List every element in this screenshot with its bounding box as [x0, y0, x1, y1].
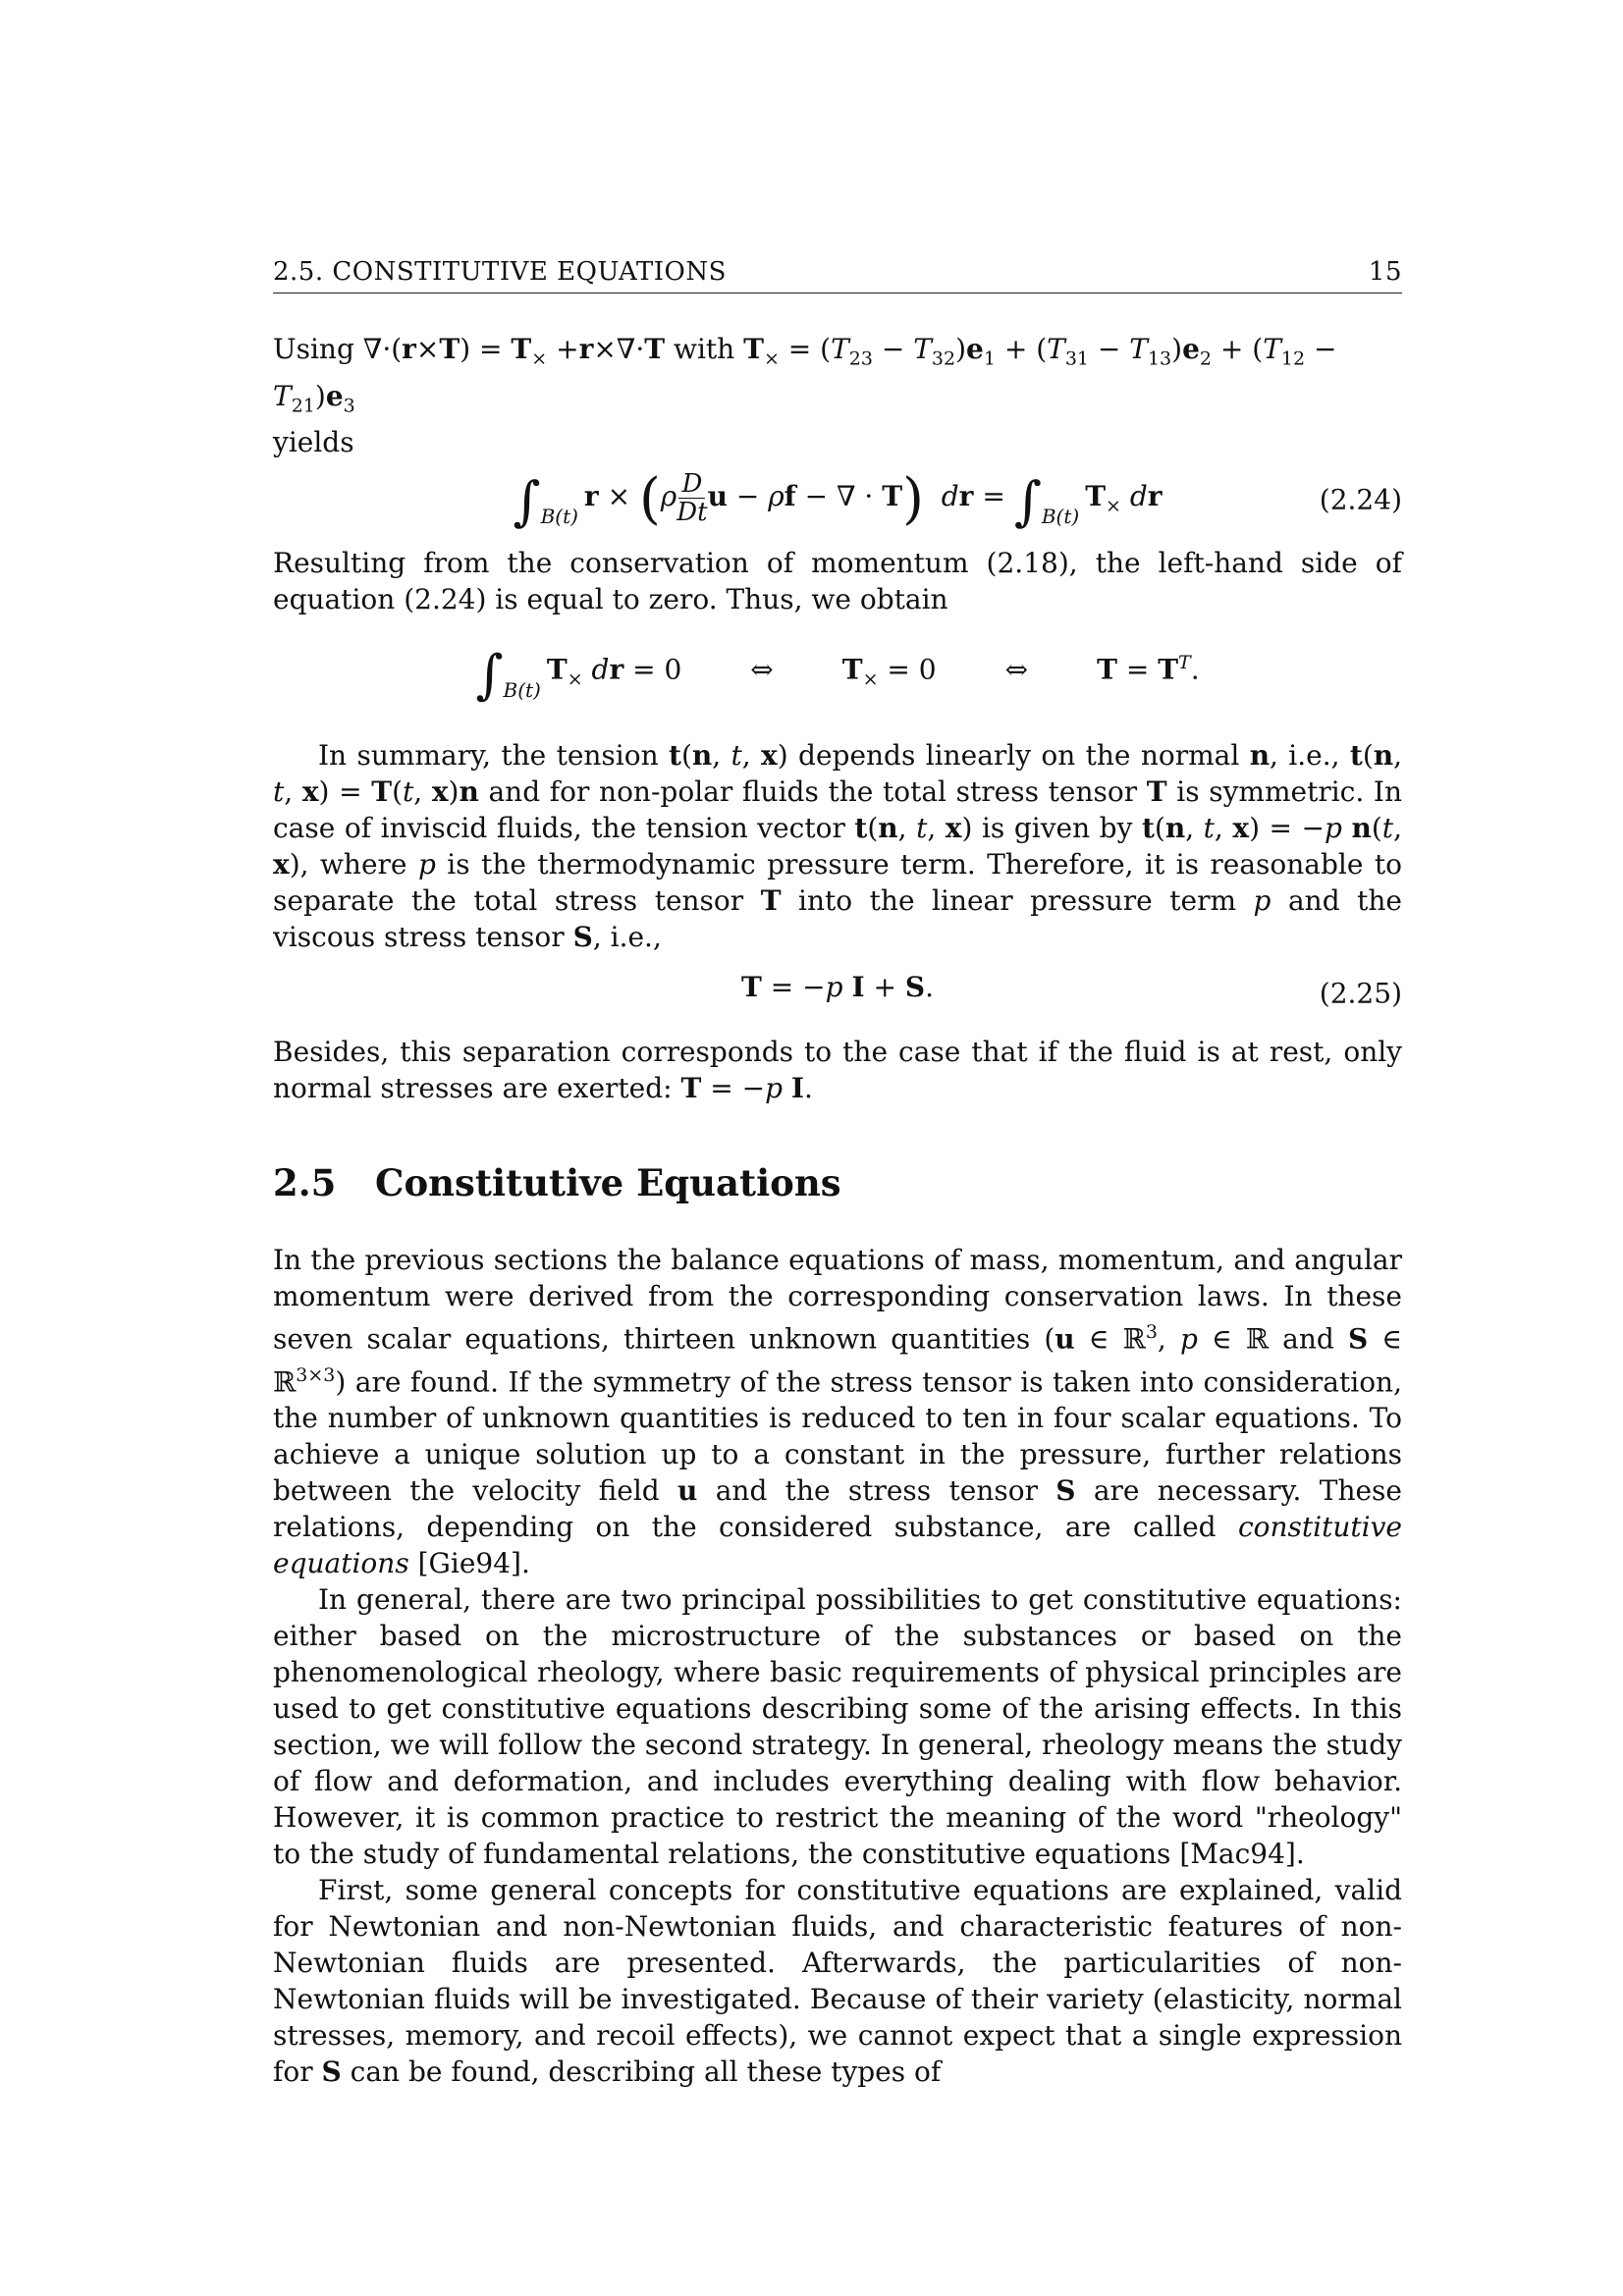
paragraph-resulting: Resulting from the conservation of momentum (2.18), the left-hand side of equation (2.24) is equal to zero. Thus, we obtain — [273, 547, 1402, 616]
section-number: 2.5 — [273, 1161, 337, 1205]
paragraph-previous-sections: In the previous sections the balance equations of mass, momentum, and angular momentum were derived from the corresponding conservation laws. In these seven scalar equations, thirteen unknown quantities (u ∈ ℝ$^3$, p ∈ ℝ and S ∈ ℝ$^{3\times 3}$) are found. If the symmetry of the stress tensor is taken into consideration, the number of unknown quantities is reduced to ten in four scalar equations. To achieve a unique solution up to a constant in the pressure, further relations between the velocity field u and the stress tensor S are necessary. These relations, depending on the considered substance, are called constitutive equations [Gie94]. — [273, 1244, 1402, 1579]
paragraph-first-start: First, some general concepts for constitutive equations are explained, valid for Newtonian and non-Newtonian fluids, and characteristic features of non-Newtonian fluids are presented. Afterwards, the particularities of non-Newtonian fluids will be investigated. Because of their variety (elasticity, normal stresses, memory, and recoil effects), we cannot expect that a single expression for — [273, 1873, 1402, 2088]
paragraph-first-concepts: First, some general concepts for constitutive equations are explained, valid for Newtonian and non-Newtonian fluids, and characteristic features of non-Newtonian fluids are presented. Afterwards, the particularities of non-Newtonian fluids will be investigated. Because of their variety (elasticity, normal stresses, memory, and recoil effects), we cannot expect that a single expression for S can be found, describing all these types of — [273, 1873, 1402, 2088]
page — [273, 257, 1402, 2090]
equation-number-2-24: (2.24) — [1319, 483, 1402, 516]
running-header-section: 2.5. CONSTITUTIVE EQUATIONS — [273, 257, 727, 287]
paragraph-besides: Besides, this separation corresponds to the case that if the fluid is at rest, only normal stresses are exerted: T = −p I. — [273, 1036, 1402, 1105]
equation-2-24: $\int_{B(t)}r \times (\rho$ $\frac{D}{Dt}$ u − ρf − ∇ · T) dr = $\int_{B(t)}T_\times$ dr (2.24) — [513, 467, 1402, 533]
paragraph-besides-text: Besides, this separation corresponds to the case that if the fluid is at rest, only normal stresses are exerted: — [273, 1036, 1402, 1105]
paragraph-first-end: can be found, describing all these types of — [350, 2055, 942, 2088]
running-header — [273, 257, 1402, 294]
equation-2-25: T = −p I + S. (2.25) — [741, 971, 1402, 1010]
paragraph-using: Using $\nabla\cdot(r\times T) = T_\times +r\times\nabla\cdot T$ with $T_\times = (T_{23} - T_{32})e_1 + (T_{31} - T_{13})e_2 + (T_{12} - T_{21})e_3$ yields — [273, 333, 1337, 459]
paragraph-general-possibilities: In general, there are two principal possibilities to get constitutive equations: either based on the microstructure of the substances or based on the phenomenological rheology, where basic requirements of physical principles are used to get constitutive equations describing some of the arising effects. In this section, we will follow the second strategy. In general, rheology means the study of flow and deformation, and includes everything dealing with flow behavior. However, it is common practice to restrict the meaning of the word "rheology" to the study of fundamental relations, the constitutive equations [Mac94]. — [273, 1582, 1402, 1870]
equation-symmetry: $\int_{B(t)}T_\times$ dr = 0 ⇔ $T_\times = 0$ ⇔ $T = T^T$. — [475, 643, 1200, 706]
section-title: Constitutive Equations — [375, 1161, 841, 1205]
page-number: 15 — [1368, 257, 1402, 287]
paragraph-summary: In summary, the tension t(n, t, x) depends linearly on the normal n, i.e., t(n, t, x) = T(t, x)n and for non-polar fluids the total stress tensor T is symmetric. In case of inviscid fluids, the tension vector t(n, t, x) is given by t(n, t, x) = −p n(t, x), where p is the thermodynamic pressure term. Therefore, it is reasonable to separate the total stress tensor T into the linear pressure term p and the viscous stress tensor S, i.e., — [273, 739, 1403, 954]
section-heading — [273, 1161, 1402, 1204]
equation-number-2-25: (2.25) — [1319, 977, 1402, 1010]
